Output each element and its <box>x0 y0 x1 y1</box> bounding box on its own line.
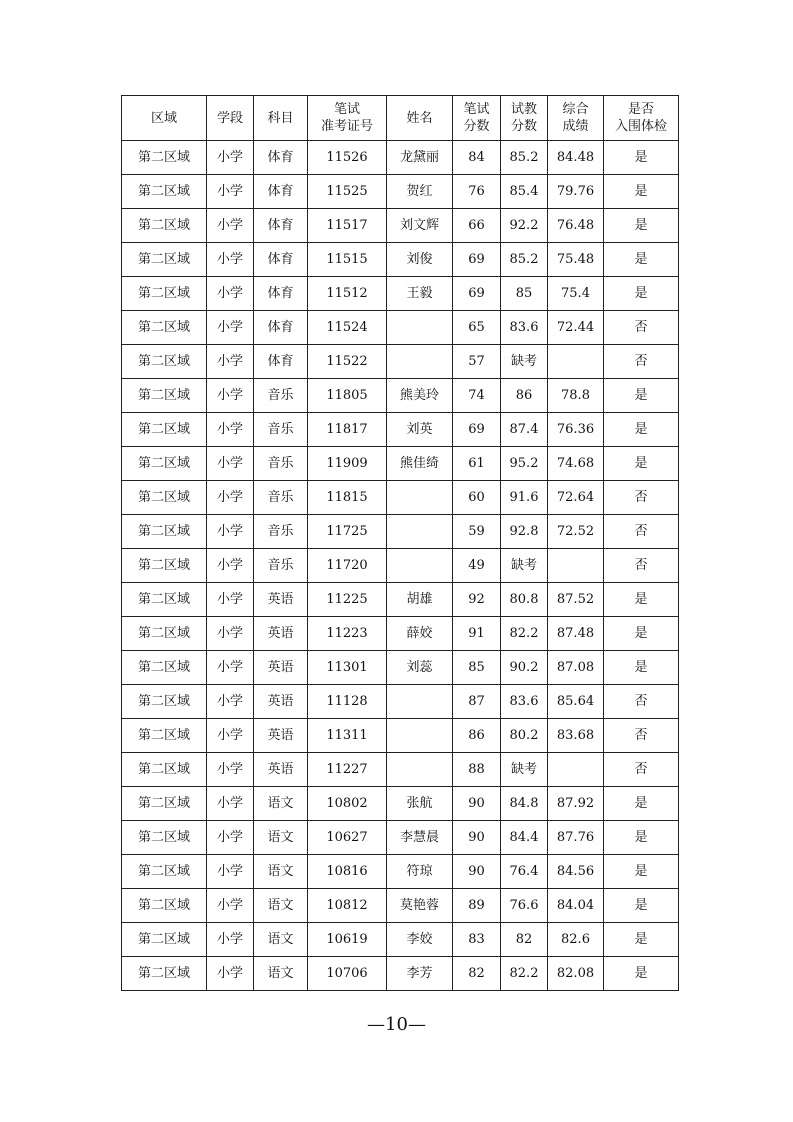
cell-total: 78.8 <box>548 379 604 413</box>
cell-id: 11526 <box>308 141 387 175</box>
cell-written: 88 <box>453 753 501 787</box>
table-row <box>122 719 679 753</box>
cell-lecture: 82 <box>501 923 548 957</box>
cell-region: 第二区域 <box>122 175 207 209</box>
cell-subject: 音乐 <box>254 379 308 413</box>
cell-id: 11517 <box>308 209 387 243</box>
cell-id: 10627 <box>308 821 387 855</box>
cell-region: 第二区域 <box>122 685 207 719</box>
cell-name: 李慧晨 <box>387 821 453 855</box>
cell-total: 72.52 <box>548 515 604 549</box>
cell-stage: 小学 <box>207 141 254 175</box>
cell-pass: 是 <box>604 821 679 855</box>
cell-subject: 体育 <box>254 243 308 277</box>
cell-stage: 小学 <box>207 651 254 685</box>
column-header-written <box>453 96 501 141</box>
cell-pass: 否 <box>604 311 679 345</box>
cell-written: 82 <box>453 957 501 991</box>
cell-lecture: 85.2 <box>501 243 548 277</box>
cell-subject: 英语 <box>254 617 308 651</box>
cell-total <box>548 549 604 583</box>
cell-subject: 英语 <box>254 583 308 617</box>
cell-stage: 小学 <box>207 447 254 481</box>
cell-name: 张航 <box>387 787 453 821</box>
table-row <box>122 549 679 583</box>
cell-pass: 是 <box>604 889 679 923</box>
cell-pass: 是 <box>604 923 679 957</box>
cell-subject: 体育 <box>254 141 308 175</box>
cell-subject: 音乐 <box>254 447 308 481</box>
column-header-region-line: 区域 <box>150 110 177 126</box>
cell-stage: 小学 <box>207 481 254 515</box>
table-row <box>122 481 679 515</box>
table-row <box>122 141 679 175</box>
column-header-id-line: 准考证号 <box>320 119 373 134</box>
cell-name: 龙黛丽 <box>387 141 453 175</box>
cell-stage: 小学 <box>207 787 254 821</box>
cell-pass: 是 <box>604 413 679 447</box>
column-header-lecture-line: 试教 <box>510 102 537 117</box>
cell-written: 61 <box>453 447 501 481</box>
column-header-lecture-line: 分数 <box>510 119 537 134</box>
table-row <box>122 345 679 379</box>
cell-id: 11223 <box>308 617 387 651</box>
cell-region: 第二区域 <box>122 719 207 753</box>
cell-written: 90 <box>453 821 501 855</box>
cell-pass: 是 <box>604 141 679 175</box>
cell-written: 89 <box>453 889 501 923</box>
cell-total: 84.04 <box>548 889 604 923</box>
cell-region: 第二区域 <box>122 345 207 379</box>
column-header-region <box>122 96 207 141</box>
cell-id: 11225 <box>308 583 387 617</box>
cell-name: 李姣 <box>387 923 453 957</box>
cell-written: 65 <box>453 311 501 345</box>
column-header-written-line: 分数 <box>463 119 490 134</box>
cell-pass: 否 <box>604 515 679 549</box>
cell-pass: 是 <box>604 379 679 413</box>
cell-pass: 是 <box>604 243 679 277</box>
cell-subject: 音乐 <box>254 549 308 583</box>
cell-subject: 体育 <box>254 345 308 379</box>
cell-pass: 是 <box>604 957 679 991</box>
column-header-id <box>308 96 387 141</box>
cell-total: 74.68 <box>548 447 604 481</box>
cell-name: 胡雄 <box>387 583 453 617</box>
cell-total <box>548 345 604 379</box>
cell-written: 91 <box>453 617 501 651</box>
cell-subject: 音乐 <box>254 413 308 447</box>
table-row <box>122 855 679 889</box>
cell-id: 10706 <box>308 957 387 991</box>
table-row <box>122 243 679 277</box>
cell-region: 第二区域 <box>122 821 207 855</box>
cell-total: 87.52 <box>548 583 604 617</box>
table-row <box>122 515 679 549</box>
cell-stage: 小学 <box>207 685 254 719</box>
cell-subject: 体育 <box>254 277 308 311</box>
column-header-total-line: 综合 <box>562 102 589 117</box>
cell-subject: 英语 <box>254 685 308 719</box>
cell-stage: 小学 <box>207 753 254 787</box>
cell-subject: 语文 <box>254 821 308 855</box>
cell-region: 第二区域 <box>122 379 207 413</box>
table-row <box>122 277 679 311</box>
cell-pass: 是 <box>604 855 679 889</box>
cell-pass: 否 <box>604 345 679 379</box>
cell-pass: 否 <box>604 481 679 515</box>
cell-lecture: 85.4 <box>501 175 548 209</box>
cell-region: 第二区域 <box>122 957 207 991</box>
cell-region: 第二区域 <box>122 447 207 481</box>
cell-id: 11725 <box>308 515 387 549</box>
cell-subject: 语文 <box>254 855 308 889</box>
table-body <box>122 141 679 991</box>
cell-name <box>387 753 453 787</box>
cell-lecture: 84.4 <box>501 821 548 855</box>
cell-total: 72.44 <box>548 311 604 345</box>
cell-subject: 体育 <box>254 175 308 209</box>
cell-region: 第二区域 <box>122 481 207 515</box>
cell-name: 刘蕊 <box>387 651 453 685</box>
cell-written: 60 <box>453 481 501 515</box>
cell-lecture: 76.4 <box>501 855 548 889</box>
cell-name: 刘英 <box>387 413 453 447</box>
cell-id: 11512 <box>308 277 387 311</box>
cell-lecture: 82.2 <box>501 617 548 651</box>
cell-lecture: 84.8 <box>501 787 548 821</box>
column-header-pass-line: 入围体检 <box>614 119 667 134</box>
cell-total: 75.4 <box>548 277 604 311</box>
cell-lecture: 87.4 <box>501 413 548 447</box>
cell-subject: 语文 <box>254 957 308 991</box>
cell-total: 82.08 <box>548 957 604 991</box>
cell-stage: 小学 <box>207 515 254 549</box>
cell-subject: 语文 <box>254 923 308 957</box>
cell-name <box>387 515 453 549</box>
cell-lecture: 缺考 <box>501 345 548 379</box>
cell-name: 莫艳蓉 <box>387 889 453 923</box>
cell-total: 87.92 <box>548 787 604 821</box>
cell-id: 10812 <box>308 889 387 923</box>
cell-total: 72.64 <box>548 481 604 515</box>
cell-id: 11301 <box>308 651 387 685</box>
cell-lecture: 85.2 <box>501 141 548 175</box>
cell-lecture: 80.2 <box>501 719 548 753</box>
table-row <box>122 311 679 345</box>
table-row <box>122 889 679 923</box>
cell-lecture: 83.6 <box>501 311 548 345</box>
cell-pass: 是 <box>604 617 679 651</box>
cell-name: 刘文辉 <box>387 209 453 243</box>
cell-stage: 小学 <box>207 277 254 311</box>
column-header-pass-line: 是否 <box>627 102 654 117</box>
cell-stage: 小学 <box>207 719 254 753</box>
cell-region: 第二区域 <box>122 243 207 277</box>
cell-lecture: 95.2 <box>501 447 548 481</box>
cell-stage: 小学 <box>207 175 254 209</box>
cell-written: 66 <box>453 209 501 243</box>
cell-id: 11128 <box>308 685 387 719</box>
cell-region: 第二区域 <box>122 855 207 889</box>
cell-stage: 小学 <box>207 209 254 243</box>
cell-stage: 小学 <box>207 821 254 855</box>
cell-lecture: 缺考 <box>501 549 548 583</box>
cell-lecture: 90.2 <box>501 651 548 685</box>
cell-subject: 音乐 <box>254 481 308 515</box>
cell-id: 11515 <box>308 243 387 277</box>
cell-pass: 否 <box>604 719 679 753</box>
cell-subject: 英语 <box>254 753 308 787</box>
cell-stage: 小学 <box>207 345 254 379</box>
cell-name: 符琼 <box>387 855 453 889</box>
cell-region: 第二区域 <box>122 549 207 583</box>
table-row <box>122 923 679 957</box>
cell-stage: 小学 <box>207 889 254 923</box>
cell-subject: 体育 <box>254 311 308 345</box>
table-row <box>122 685 679 719</box>
cell-total: 85.64 <box>548 685 604 719</box>
column-header-id-line: 笔试 <box>333 102 360 117</box>
cell-lecture: 82.2 <box>501 957 548 991</box>
cell-id: 11817 <box>308 413 387 447</box>
cell-name: 王毅 <box>387 277 453 311</box>
table-row <box>122 379 679 413</box>
column-header-name <box>387 96 453 141</box>
cell-name: 刘俊 <box>387 243 453 277</box>
cell-total: 87.48 <box>548 617 604 651</box>
cell-total <box>548 753 604 787</box>
table-row <box>122 583 679 617</box>
column-header-name-line: 姓名 <box>406 110 433 126</box>
cell-subject: 英语 <box>254 719 308 753</box>
cell-written: 69 <box>453 413 501 447</box>
cell-region: 第二区域 <box>122 923 207 957</box>
cell-total: 84.56 <box>548 855 604 889</box>
cell-pass: 是 <box>604 447 679 481</box>
cell-id: 10816 <box>308 855 387 889</box>
cell-lecture: 80.8 <box>501 583 548 617</box>
cell-total: 75.48 <box>548 243 604 277</box>
cell-lecture: 76.6 <box>501 889 548 923</box>
cell-subject: 音乐 <box>254 515 308 549</box>
cell-stage: 小学 <box>207 311 254 345</box>
cell-written: 85 <box>453 651 501 685</box>
cell-pass: 否 <box>604 685 679 719</box>
table-row <box>122 753 679 787</box>
cell-name: 薛姣 <box>387 617 453 651</box>
cell-written: 90 <box>453 787 501 821</box>
cell-id: 11815 <box>308 481 387 515</box>
cell-pass: 是 <box>604 787 679 821</box>
cell-id: 11909 <box>308 447 387 481</box>
cell-region: 第二区域 <box>122 651 207 685</box>
cell-name <box>387 685 453 719</box>
cell-id: 10619 <box>308 923 387 957</box>
cell-name <box>387 549 453 583</box>
cell-written: 69 <box>453 243 501 277</box>
score-table <box>121 95 679 991</box>
cell-id: 11720 <box>308 549 387 583</box>
cell-stage: 小学 <box>207 243 254 277</box>
column-header-written-line: 笔试 <box>463 102 490 117</box>
cell-id: 11524 <box>308 311 387 345</box>
cell-lecture: 缺考 <box>501 753 548 787</box>
cell-written: 76 <box>453 175 501 209</box>
cell-name: 熊佳绮 <box>387 447 453 481</box>
cell-name <box>387 345 453 379</box>
column-header-pass <box>604 96 679 141</box>
cell-written: 69 <box>453 277 501 311</box>
cell-subject: 体育 <box>254 209 308 243</box>
table-row <box>122 957 679 991</box>
cell-region: 第二区域 <box>122 753 207 787</box>
cell-region: 第二区域 <box>122 617 207 651</box>
cell-written: 92 <box>453 583 501 617</box>
cell-total: 87.08 <box>548 651 604 685</box>
cell-id: 11805 <box>308 379 387 413</box>
cell-region: 第二区域 <box>122 889 207 923</box>
cell-total: 82.6 <box>548 923 604 957</box>
column-header-stage <box>207 96 254 141</box>
cell-name: 熊美玲 <box>387 379 453 413</box>
cell-region: 第二区域 <box>122 515 207 549</box>
column-header-stage-line: 学段 <box>216 110 243 126</box>
cell-name <box>387 719 453 753</box>
column-header-subject-line: 科目 <box>267 110 294 126</box>
cell-pass: 是 <box>604 583 679 617</box>
cell-stage: 小学 <box>207 583 254 617</box>
cell-region: 第二区域 <box>122 583 207 617</box>
cell-pass: 是 <box>604 175 679 209</box>
cell-stage: 小学 <box>207 957 254 991</box>
cell-lecture: 86 <box>501 379 548 413</box>
cell-region: 第二区域 <box>122 277 207 311</box>
cell-written: 59 <box>453 515 501 549</box>
cell-lecture: 92.2 <box>501 209 548 243</box>
cell-id: 11522 <box>308 345 387 379</box>
cell-written: 87 <box>453 685 501 719</box>
cell-region: 第二区域 <box>122 413 207 447</box>
table-row <box>122 209 679 243</box>
cell-pass: 是 <box>604 277 679 311</box>
cell-name: 李芳 <box>387 957 453 991</box>
cell-id: 11311 <box>308 719 387 753</box>
cell-region: 第二区域 <box>122 787 207 821</box>
cell-total: 76.48 <box>548 209 604 243</box>
cell-total: 76.36 <box>548 413 604 447</box>
cell-name <box>387 481 453 515</box>
cell-written: 83 <box>453 923 501 957</box>
cell-written: 74 <box>453 379 501 413</box>
cell-id: 11525 <box>308 175 387 209</box>
header-row <box>122 96 679 141</box>
cell-written: 57 <box>453 345 501 379</box>
cell-written: 90 <box>453 855 501 889</box>
cell-written: 84 <box>453 141 501 175</box>
cell-id: 11227 <box>308 753 387 787</box>
column-header-total <box>548 96 604 141</box>
cell-lecture: 91.6 <box>501 481 548 515</box>
cell-pass: 是 <box>604 651 679 685</box>
table-row <box>122 617 679 651</box>
cell-lecture: 85 <box>501 277 548 311</box>
table-row <box>122 447 679 481</box>
cell-name: 贺红 <box>387 175 453 209</box>
cell-region: 第二区域 <box>122 311 207 345</box>
cell-region: 第二区域 <box>122 209 207 243</box>
table-header <box>122 96 679 141</box>
cell-total: 84.48 <box>548 141 604 175</box>
table-row <box>122 651 679 685</box>
column-header-total-line: 成绩 <box>562 119 589 134</box>
cell-stage: 小学 <box>207 923 254 957</box>
cell-name <box>387 311 453 345</box>
column-header-subject <box>254 96 308 141</box>
page-number: —10— <box>367 1014 426 1035</box>
cell-lecture: 83.6 <box>501 685 548 719</box>
table-row <box>122 821 679 855</box>
cell-subject: 语文 <box>254 889 308 923</box>
cell-pass: 是 <box>604 209 679 243</box>
cell-subject: 英语 <box>254 651 308 685</box>
column-header-lecture <box>501 96 548 141</box>
cell-stage: 小学 <box>207 855 254 889</box>
cell-stage: 小学 <box>207 413 254 447</box>
cell-total: 83.68 <box>548 719 604 753</box>
cell-pass: 否 <box>604 753 679 787</box>
table-row <box>122 787 679 821</box>
cell-total: 87.76 <box>548 821 604 855</box>
cell-subject: 语文 <box>254 787 308 821</box>
cell-stage: 小学 <box>207 549 254 583</box>
cell-id: 10802 <box>308 787 387 821</box>
cell-written: 49 <box>453 549 501 583</box>
cell-stage: 小学 <box>207 617 254 651</box>
cell-pass: 否 <box>604 549 679 583</box>
cell-stage: 小学 <box>207 379 254 413</box>
table-row <box>122 413 679 447</box>
cell-written: 86 <box>453 719 501 753</box>
cell-region: 第二区域 <box>122 141 207 175</box>
cell-lecture: 92.8 <box>501 515 548 549</box>
cell-total: 79.76 <box>548 175 604 209</box>
table-row <box>122 175 679 209</box>
